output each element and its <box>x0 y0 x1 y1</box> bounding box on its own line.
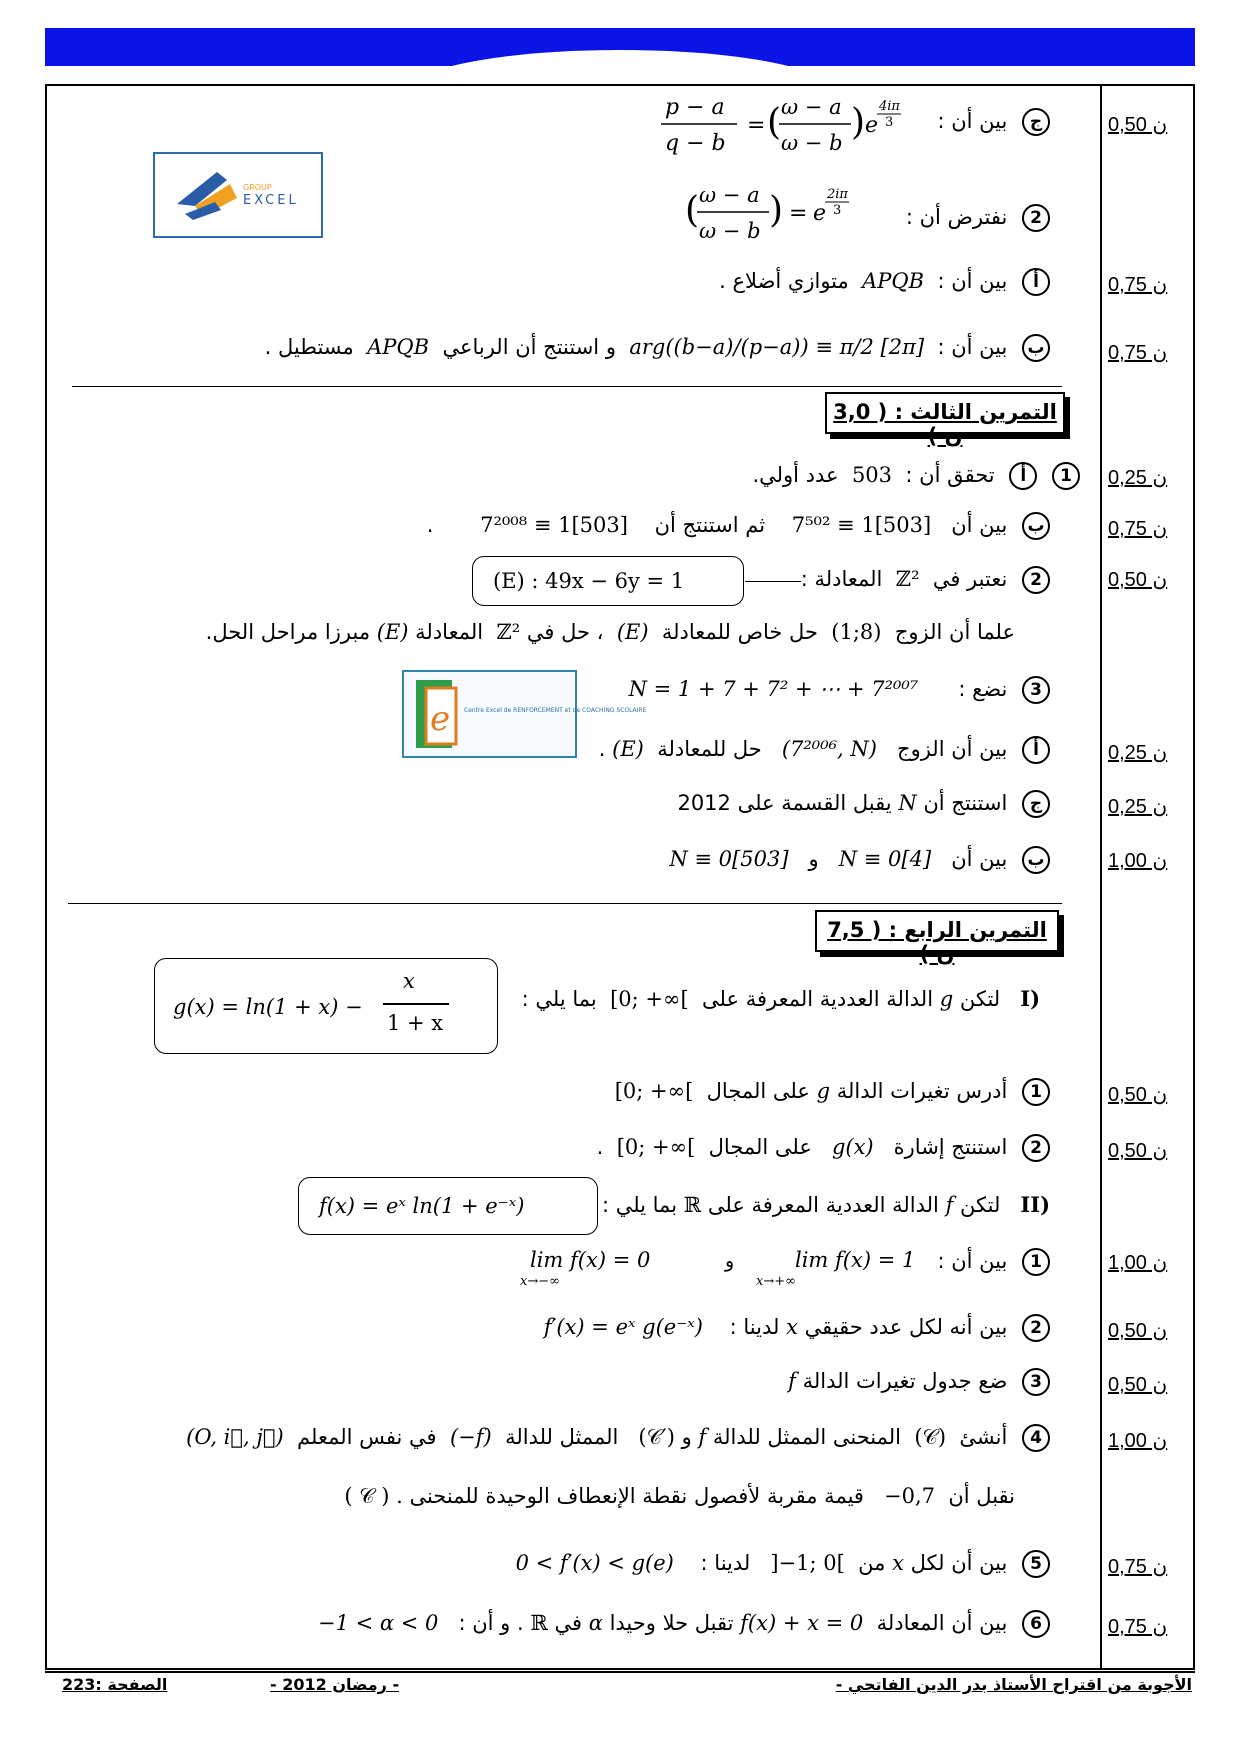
svg-text:ω − a: ω − a <box>699 183 760 207</box>
math-curve-prime: (𝒞′) <box>638 1425 675 1449</box>
points-value: ن 0,25 <box>1108 742 1168 764</box>
math-z2: ℤ² <box>895 567 920 591</box>
question-tail: . <box>596 1135 604 1159</box>
math-interval: ]−1; 0[ <box>770 1551 845 1575</box>
question-text: أدرس تغيرات الدالة <box>836 1079 1008 1103</box>
text: نقبل أن <box>948 1484 1015 1508</box>
svg-text:(: ( <box>767 102 782 143</box>
question-text: بين أن المعادلة <box>876 1611 1008 1635</box>
label-alif: أ <box>1022 268 1050 296</box>
math-r: ℝ <box>530 1611 548 1635</box>
math-frame: (O, i⃗, j⃗) <box>186 1425 284 1449</box>
text: تقبل حلا وحيدا <box>609 1611 734 1635</box>
label-3: 3 <box>1022 1368 1050 1396</box>
math-r: ℝ <box>683 1193 702 1217</box>
text: لتكن <box>960 1193 1001 1217</box>
part-II-intro <box>602 1192 1050 1217</box>
label-1: 1 <box>1052 462 1080 490</box>
points-value: ن 0,75 <box>1108 274 1168 296</box>
math-e: (E) <box>376 620 409 644</box>
math-congruence: 7²⁰⁰⁸ ≡ 1[503] <box>480 513 628 537</box>
question-text: بين أن : <box>937 269 1008 293</box>
label-1: 1 <box>1022 1078 1050 1106</box>
equation-box-f <box>298 1177 598 1235</box>
points-value: ن 0,50 <box>1108 1084 1168 1106</box>
math-interval: [0; +∞[ <box>614 1079 694 1103</box>
points-value: ن 1,00 <box>1108 1430 1168 1452</box>
question-text: بين أن لكل <box>910 1551 1008 1575</box>
math-value: −0,7 <box>884 1484 935 1508</box>
limit-plus-infinity: lim f(x) = 1 <box>795 1248 916 1272</box>
math-interval: [0; +∞[ <box>616 1135 696 1159</box>
logo1-text: EXCEL <box>243 193 299 208</box>
math-g: g <box>939 987 954 1011</box>
question-text: استنتج أن <box>923 791 1008 815</box>
math-f: f <box>698 1425 707 1449</box>
section-divider <box>68 903 1062 904</box>
label-ba: ب <box>1022 512 1050 540</box>
equation-pq-ratio <box>655 92 905 162</box>
question-text: أنشئ <box>959 1425 1008 1449</box>
excel-group-logo <box>153 152 323 238</box>
question-tail: . <box>598 737 606 761</box>
text: الدالة العددية المعرفة على <box>707 1193 939 1217</box>
fraction-denominator: q − b <box>665 131 726 156</box>
footer-page-number: الصفحة :223 <box>62 1675 168 1694</box>
label-jim: ج <box>1022 790 1050 818</box>
label-2: 2 <box>1022 1314 1050 1342</box>
svg-text:3: 3 <box>833 203 842 218</box>
math-inequality: 0 < f′(x) < g(e) <box>515 1551 674 1575</box>
svg-text:(: ( <box>685 190 700 231</box>
math-n-sum: N = 1 + 7 + 7² + ⋯ + 7²⁰⁰⁷ <box>628 677 919 701</box>
text: الدالة العددية المعرفة على <box>702 987 934 1011</box>
math-derivative: f′(x) = eˣ g(e⁻ˣ) <box>543 1315 703 1339</box>
points-column-divider <box>1100 84 1102 1670</box>
text: لتكن <box>959 987 1001 1011</box>
label-ba: ب <box>1022 846 1050 874</box>
points-value: ن 0,25 <box>1108 467 1168 489</box>
limit-minus-infinity: lim f(x) = 0 <box>530 1248 651 1272</box>
question-text: بين أن : <box>937 335 1008 359</box>
equation-box-g <box>154 958 498 1054</box>
f-definition: f(x) = eˣ ln(1 + e⁻ˣ) <box>319 1194 525 1218</box>
math-apqb: APQB <box>367 335 430 359</box>
centre-excel-logo <box>402 670 647 758</box>
question-text: ضع جدول تغيرات الدالة <box>802 1369 1008 1393</box>
question-2c <box>937 108 1050 136</box>
math-arg: arg((b−a)/(p−a)) ≡ π/2 [2π] <box>629 335 925 359</box>
equation-omega-ratio <box>685 180 875 250</box>
question-tail: عدد أولي. <box>752 463 839 487</box>
points-value: ن 0,50 <box>1108 1374 1168 1396</box>
question-text: بين أن : <box>937 1249 1008 1273</box>
label-6: 6 <box>1022 1610 1050 1638</box>
question-text: بين أن الزوج <box>897 737 1008 761</box>
question-I-2 <box>597 1134 1050 1162</box>
math-neg-f: (−f) <box>449 1425 492 1449</box>
question-mid: ثم استنتج أن <box>654 513 766 537</box>
svg-text:e: e <box>865 113 879 138</box>
text: حل خاص للمعادلة <box>661 620 818 644</box>
question-3-1a <box>752 462 1080 490</box>
fraction-bar <box>383 1003 449 1005</box>
question-2-2 <box>906 204 1050 232</box>
g-fraction-numerator: x <box>403 969 415 993</box>
svg-text:): ) <box>769 190 784 231</box>
text: بما يلي : <box>521 987 597 1011</box>
math-e: (E) <box>616 620 649 644</box>
text: قيمة مقربة لأفصول نقطة الإنعطاف الوحيدة للمنحنى <box>409 1484 864 1508</box>
label-2: 2 <box>1022 204 1050 232</box>
math-pair: (7²⁰⁰⁶, N) <box>781 737 877 761</box>
part-I-intro <box>522 986 1040 1011</box>
question-II-4 <box>186 1424 1050 1452</box>
question-mid: المعادلة : <box>800 567 883 591</box>
math-congruence: N ≡ 0[4] <box>838 847 932 871</box>
question-text: استنتج إشارة <box>893 1135 1008 1159</box>
math-x: x <box>892 1551 904 1575</box>
question-text: بين أن <box>951 513 1008 537</box>
text: المنحنى الممثل للدالة <box>712 1425 901 1449</box>
points-value: ن 0,75 <box>1108 1556 1168 1578</box>
footer-divider <box>45 1671 1195 1673</box>
points-value: ن 0,50 <box>1108 1320 1168 1342</box>
math-curve: ( 𝒞 ) . <box>344 1484 403 1508</box>
limit-subscript: x→+∞ <box>756 1274 796 1289</box>
question-text: نفترض أن : <box>905 205 1008 229</box>
g-fraction-denominator: 1 + x <box>387 1011 444 1035</box>
label-part-II: (II <box>1020 1192 1050 1217</box>
text: في نفس المعلم <box>297 1425 437 1449</box>
footer-date: - رمضان 2012 - <box>270 1675 400 1694</box>
text: لدينا : <box>700 1551 751 1575</box>
question-2b <box>265 334 1050 362</box>
question-3-3c <box>677 790 1050 818</box>
equation-box-e <box>472 556 744 606</box>
math-e: (E) <box>612 737 644 761</box>
question-mid: حل للمعادلة <box>657 737 762 761</box>
question-text: نعتبر في <box>932 567 1008 591</box>
svg-text:4iπ: 4iπ <box>879 99 900 114</box>
question-3-3a <box>599 736 1050 764</box>
math-n: N <box>898 791 917 815</box>
question-3-3b <box>669 846 1050 874</box>
points-value: ن 0,50 <box>1108 1140 1168 1162</box>
label-jim: ج <box>1022 108 1050 136</box>
svg-text:): ) <box>851 102 866 143</box>
svg-text:3: 3 <box>885 115 894 130</box>
text: بما يلي : <box>601 1193 678 1217</box>
svg-text:2iπ: 2iπ <box>827 187 848 202</box>
svg-text:e: e <box>813 201 827 226</box>
svg-text:e: e <box>430 699 451 739</box>
exercise-3-title: التمرين الثالث : ( 3,0 ن ) <box>825 392 1065 434</box>
question-II-6 <box>318 1610 1050 1638</box>
question-2a <box>719 268 1050 296</box>
math-curve: (𝒞) <box>914 1425 947 1449</box>
question-text: بين أن <box>951 847 1008 871</box>
points-value: ن 0,50 <box>1108 114 1168 136</box>
math-g: g <box>816 1079 831 1103</box>
points-value: ن 1,00 <box>1108 1252 1168 1274</box>
question-tail: متوازي أضلاع . <box>719 269 849 293</box>
label-2: 2 <box>1022 566 1050 594</box>
svg-text:=: = <box>789 201 808 226</box>
question-3-2 <box>801 566 1050 594</box>
label-part-I: (I <box>1020 986 1040 1011</box>
question-II-2 <box>544 1314 1050 1342</box>
math-503: 503 <box>851 463 893 487</box>
label-alif: أ <box>1022 736 1050 764</box>
text: علما أن الزوج <box>894 620 1015 644</box>
svg-text:ω − b: ω − b <box>781 131 843 155</box>
label-5: 5 <box>1022 1550 1050 1578</box>
question-mid: على المجال <box>706 1079 810 1103</box>
question-text: بين أن : <box>937 109 1008 133</box>
math-apqb: APQB <box>862 269 925 293</box>
math-f: f <box>945 1193 954 1217</box>
question-II-3 <box>788 1368 1050 1396</box>
question-text: بين أنه لكل عدد حقيقي <box>804 1315 1008 1339</box>
question-mid: على المجال <box>708 1135 812 1159</box>
question-II-1 <box>937 1248 1050 1276</box>
logo1-small-text: GROUP <box>243 183 272 192</box>
question-3-2-detail <box>206 620 1015 644</box>
math-x: x <box>786 1315 798 1339</box>
question-tail: يقبل القسمة على 2012 <box>677 791 892 815</box>
section-divider <box>72 386 1062 387</box>
math-equation: f(x) + x = 0 <box>740 1611 864 1635</box>
math-z2: ℤ² <box>496 620 521 644</box>
math-congruence: 7⁵⁰² ≡ 1[503] <box>791 513 932 537</box>
equation-e: (E) : 49x − 6y = 1 <box>493 569 685 593</box>
question-II-5 <box>516 1550 1050 1578</box>
points-value: ن 0,25 <box>1108 796 1168 818</box>
text: الممثل للدالة <box>505 1425 619 1449</box>
question-tail: مستطيل . <box>264 335 354 359</box>
fraction-numerator: p − a <box>665 95 725 120</box>
question-mid: و <box>808 847 819 871</box>
svg-text:ω − a: ω − a <box>781 95 842 119</box>
g-definition-left: g(x) = ln(1 + x) − <box>173 995 363 1019</box>
math-congruence: N ≡ 0[503] <box>669 847 789 871</box>
question-mid: و استنتج أن الرباعي <box>442 335 616 359</box>
question-3-3 <box>629 676 1050 704</box>
limit-subscript: x→−∞ <box>520 1274 560 1289</box>
question-II-4-note <box>344 1484 1015 1509</box>
text: و <box>681 1425 692 1449</box>
text: . و أن : <box>458 1611 524 1635</box>
question-tail: . <box>426 513 434 537</box>
math-inequality: −1 < α < 0 <box>318 1611 439 1635</box>
question-3-1b <box>427 512 1050 540</box>
question-mid: لدينا : <box>729 1315 780 1339</box>
points-value: ن 1,00 <box>1108 850 1168 872</box>
label-alif: أ <box>1009 462 1037 490</box>
label-4: 4 <box>1022 1424 1050 1452</box>
points-value: ن 0,50 <box>1108 569 1168 591</box>
connector-line <box>745 581 801 582</box>
question-I-1 <box>615 1078 1050 1106</box>
points-value: ن 0,75 <box>1108 1616 1168 1638</box>
math-alpha: α <box>588 1611 603 1635</box>
text: ، حل في <box>526 620 604 644</box>
label-3: 3 <box>1022 676 1050 704</box>
label-ba: ب <box>1022 334 1050 362</box>
svg-text:ω − b: ω − b <box>699 219 761 243</box>
text: مبرزا مراحل الحل. <box>205 620 371 644</box>
math-pair: (1;8) <box>831 620 882 644</box>
text: من <box>858 1551 886 1575</box>
math-interval: [0; +∞[ <box>610 987 689 1011</box>
math-gx: g(x) <box>831 1135 874 1159</box>
conjunction: و <box>725 1250 735 1272</box>
label-2: 2 <box>1022 1134 1050 1162</box>
svg-text:=: = <box>747 113 766 138</box>
exercise-4-title: التمرين الرابع : ( 7,5 ن ) <box>815 910 1059 952</box>
logo2-text: Centre Excel de RENFORCEMENT et de COACHING SCOLAIRE <box>464 707 647 714</box>
footer-author: الأجوبة من اقتراح الأستاذ بدر الدين الفاتحي - <box>835 1675 1192 1694</box>
label-1: 1 <box>1022 1248 1050 1276</box>
points-value: ن 0,75 <box>1108 518 1168 540</box>
text: في <box>554 1611 583 1635</box>
text: المعادلة <box>415 620 484 644</box>
question-text: نضع : <box>958 677 1008 701</box>
math-f: f <box>788 1369 796 1393</box>
points-value: ن 0,75 <box>1108 342 1168 364</box>
question-text: تحقق أن : <box>905 463 995 487</box>
